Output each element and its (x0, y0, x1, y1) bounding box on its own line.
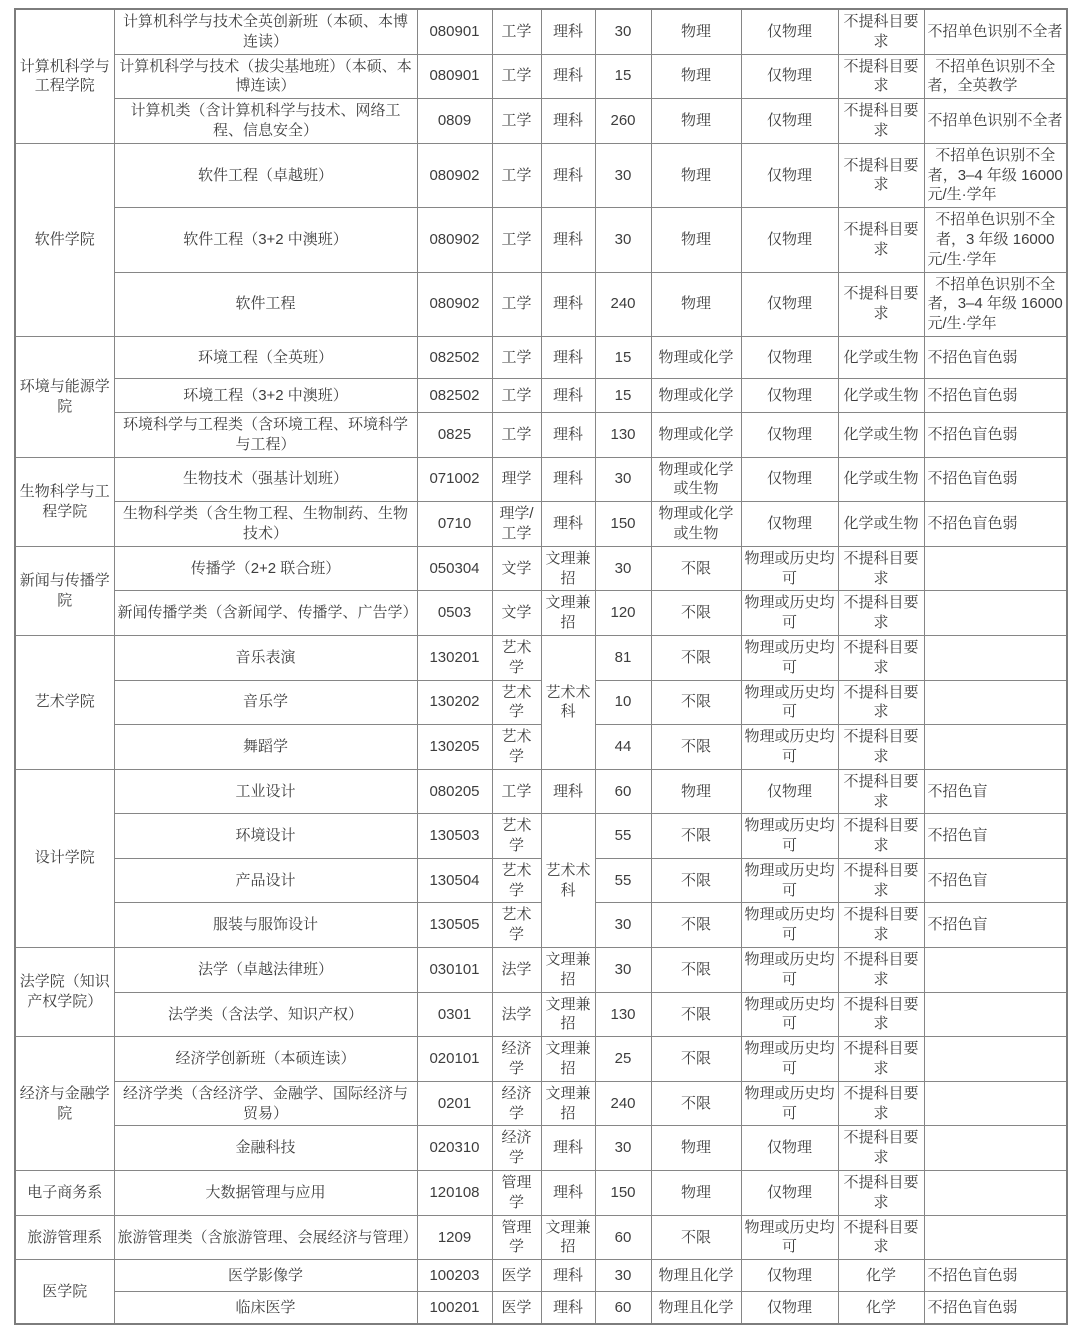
remark-cell (924, 635, 1067, 680)
degree-discipline-cell: 管理学 (492, 1215, 541, 1260)
exam-category-cell: 理科 (541, 378, 595, 412)
major-cell: 计算机类（含计算机科学与技术、网络工程、信息安全） (114, 99, 417, 144)
physics-or-history-cell: 物理或历史均可 (741, 546, 838, 591)
table-row (15, 591, 1067, 636)
major-cell: 音乐表演 (114, 635, 417, 680)
physics-or-history-cell: 物理或历史均可 (741, 948, 838, 993)
major-cell: 经济学类（含经济学、金融学、国际经济与贸易） (114, 1081, 417, 1126)
physics-or-history-cell: 物理或历史均可 (741, 814, 838, 859)
reselect-subject-cell: 不提科目要求 (838, 272, 924, 336)
subject-requirement-cell: 不限 (651, 1037, 741, 1082)
enrollment-count-cell: 240 (595, 1081, 651, 1126)
degree-discipline-cell: 艺术学 (492, 858, 541, 903)
major-cell: 旅游管理类（含旅游管理、会展经济与管理） (114, 1215, 417, 1260)
exam-category-cell: 艺术术科 (541, 814, 595, 948)
subject-requirement-cell: 物理 (651, 99, 741, 144)
degree-discipline-cell: 艺术学 (492, 680, 541, 725)
subject-requirement-cell: 物理 (651, 9, 741, 54)
major-cell: 舞蹈学 (114, 725, 417, 770)
enrollment-count-cell: 30 (595, 903, 651, 948)
physics-or-history-cell: 仅物理 (741, 502, 838, 547)
major-code-cell: 0825 (417, 412, 492, 457)
remark-cell (924, 1171, 1067, 1216)
college-cell: 生物科学与工程学院 (15, 457, 114, 546)
exam-category-cell: 理科 (541, 769, 595, 814)
exam-category-cell: 文理兼招 (541, 992, 595, 1037)
major-cell: 金融科技 (114, 1126, 417, 1171)
college-cell: 法学院（知识产权学院） (15, 948, 114, 1037)
table-row (15, 412, 1067, 457)
enrollment-count-cell: 30 (595, 948, 651, 993)
exam-category-cell: 理科 (541, 1292, 595, 1324)
major-cell: 临床医学 (114, 1292, 417, 1324)
major-code-cell: 080901 (417, 9, 492, 54)
degree-discipline-cell: 工学 (492, 412, 541, 457)
physics-or-history-cell: 仅物理 (741, 208, 838, 272)
college-cell: 医学院 (15, 1260, 114, 1324)
degree-discipline-cell: 法学 (492, 992, 541, 1037)
major-cell: 传播学（2+2 联合班） (114, 546, 417, 591)
enrollment-count-cell: 30 (595, 1260, 651, 1292)
major-code-cell: 0503 (417, 591, 492, 636)
reselect-subject-cell: 不提科目要求 (838, 1081, 924, 1126)
enrollment-count-cell: 30 (595, 9, 651, 54)
college-cell: 软件学院 (15, 143, 114, 336)
subject-requirement-cell: 不限 (651, 992, 741, 1037)
physics-or-history-cell: 物理或历史均可 (741, 725, 838, 770)
exam-category-cell: 理科 (541, 457, 595, 502)
major-cell: 大数据管理与应用 (114, 1171, 417, 1216)
major-cell: 生物技术（强基计划班） (114, 457, 417, 502)
major-code-cell: 130505 (417, 903, 492, 948)
subject-requirement-cell: 物理 (651, 1126, 741, 1171)
subject-requirement-cell: 物理或化学或生物 (651, 457, 741, 502)
table-row (15, 1215, 1067, 1260)
degree-discipline-cell: 医学 (492, 1292, 541, 1324)
exam-category-cell: 理科 (541, 1126, 595, 1171)
enrollment-count-cell: 15 (595, 378, 651, 412)
subject-requirement-cell: 物理 (651, 769, 741, 814)
degree-discipline-cell: 管理学 (492, 1171, 541, 1216)
physics-or-history-cell: 仅物理 (741, 769, 838, 814)
subject-requirement-cell: 不限 (651, 591, 741, 636)
major-cell: 软件工程（卓越班） (114, 143, 417, 207)
remark-cell (924, 992, 1067, 1037)
enrollment-count-cell: 30 (595, 546, 651, 591)
degree-discipline-cell: 工学 (492, 378, 541, 412)
exam-category-cell: 理科 (541, 1260, 595, 1292)
physics-or-history-cell: 仅物理 (741, 336, 838, 378)
subject-requirement-cell: 物理或化学 (651, 336, 741, 378)
exam-category-cell: 理科 (541, 208, 595, 272)
remark-cell: 不招色盲色弱 (924, 336, 1067, 378)
major-code-cell: 030101 (417, 948, 492, 993)
table-row (15, 9, 1067, 54)
exam-category-cell: 理科 (541, 99, 595, 144)
table-row (15, 457, 1067, 502)
reselect-subject-cell: 不提科目要求 (838, 1037, 924, 1082)
major-cell: 工业设计 (114, 769, 417, 814)
degree-discipline-cell: 工学 (492, 99, 541, 144)
enrollment-count-cell: 240 (595, 272, 651, 336)
major-code-cell: 020101 (417, 1037, 492, 1082)
major-cell: 软件工程 (114, 272, 417, 336)
physics-or-history-cell: 仅物理 (741, 412, 838, 457)
table-row (15, 1037, 1067, 1082)
exam-category-cell: 理科 (541, 502, 595, 547)
physics-or-history-cell: 仅物理 (741, 9, 838, 54)
enrollment-count-cell: 10 (595, 680, 651, 725)
college-cell: 旅游管理系 (15, 1215, 114, 1260)
reselect-subject-cell: 不提科目要求 (838, 1171, 924, 1216)
table-row (15, 336, 1067, 378)
remark-cell (924, 680, 1067, 725)
reselect-subject-cell: 不提科目要求 (838, 992, 924, 1037)
degree-discipline-cell: 经济学 (492, 1126, 541, 1171)
remark-cell: 不招色盲 (924, 903, 1067, 948)
reselect-subject-cell: 不提科目要求 (838, 1215, 924, 1260)
reselect-subject-cell: 不提科目要求 (838, 591, 924, 636)
remark-cell: 不招色盲色弱 (924, 457, 1067, 502)
major-code-cell: 130201 (417, 635, 492, 680)
enrollment-count-cell: 55 (595, 858, 651, 903)
remark-cell: 不招色盲色弱 (924, 1292, 1067, 1324)
exam-category-cell: 文理兼招 (541, 1037, 595, 1082)
exam-category-cell: 文理兼招 (541, 546, 595, 591)
enrollment-count-cell: 120 (595, 591, 651, 636)
enrollment-count-cell: 260 (595, 99, 651, 144)
major-code-cell: 100201 (417, 1292, 492, 1324)
college-cell: 环境与能源学院 (15, 336, 114, 457)
subject-requirement-cell: 物理或化学 (651, 412, 741, 457)
degree-discipline-cell: 艺术学 (492, 635, 541, 680)
major-code-cell: 0809 (417, 99, 492, 144)
major-code-cell: 1209 (417, 1215, 492, 1260)
enrollment-count-cell: 150 (595, 502, 651, 547)
table-row (15, 1126, 1067, 1171)
major-cell: 医学影像学 (114, 1260, 417, 1292)
reselect-subject-cell: 不提科目要求 (838, 99, 924, 144)
major-cell: 产品设计 (114, 858, 417, 903)
subject-requirement-cell: 物理且化学 (651, 1260, 741, 1292)
remark-cell: 不招单色识别不全者，3–4 年级 16000 元/生·学年 (924, 272, 1067, 336)
remark-cell: 不招色盲色弱 (924, 378, 1067, 412)
table-row (15, 814, 1067, 859)
admissions-table-body (15, 9, 1067, 1324)
major-cell: 环境科学与工程类（含环境工程、环境科学与工程） (114, 412, 417, 457)
subject-requirement-cell: 物理或化学或生物 (651, 502, 741, 547)
major-cell: 计算机科学与技术全英创新班（本硕、本博连读） (114, 9, 417, 54)
table-row (15, 546, 1067, 591)
major-code-cell: 100203 (417, 1260, 492, 1292)
enrollment-count-cell: 30 (595, 143, 651, 207)
degree-discipline-cell: 理学 (492, 457, 541, 502)
subject-requirement-cell: 物理且化学 (651, 1292, 741, 1324)
enrollment-count-cell: 30 (595, 457, 651, 502)
degree-discipline-cell: 工学 (492, 769, 541, 814)
physics-or-history-cell: 物理或历史均可 (741, 1215, 838, 1260)
remark-cell: 不招色盲 (924, 858, 1067, 903)
physics-or-history-cell: 仅物理 (741, 1126, 838, 1171)
exam-category-cell: 文理兼招 (541, 591, 595, 636)
subject-requirement-cell: 不限 (651, 680, 741, 725)
exam-category-cell: 理科 (541, 272, 595, 336)
exam-category-cell: 文理兼招 (541, 948, 595, 993)
major-cell: 音乐学 (114, 680, 417, 725)
physics-or-history-cell: 物理或历史均可 (741, 903, 838, 948)
major-cell: 新闻传播学类（含新闻学、传播学、广告学） (114, 591, 417, 636)
subject-requirement-cell: 物理 (651, 54, 741, 99)
table-row (15, 635, 1067, 680)
reselect-subject-cell: 不提科目要求 (838, 9, 924, 54)
subject-requirement-cell: 不限 (651, 546, 741, 591)
major-code-cell: 071002 (417, 457, 492, 502)
reselect-subject-cell: 不提科目要求 (838, 769, 924, 814)
exam-category-cell: 理科 (541, 143, 595, 207)
remark-cell (924, 546, 1067, 591)
remark-cell (924, 591, 1067, 636)
major-code-cell: 0710 (417, 502, 492, 547)
remark-cell: 不招色盲 (924, 814, 1067, 859)
table-row (15, 272, 1067, 336)
remark-cell (924, 725, 1067, 770)
major-cell: 环境工程（3+2 中澳班） (114, 378, 417, 412)
major-code-cell: 0301 (417, 992, 492, 1037)
enrollment-count-cell: 130 (595, 412, 651, 457)
remark-cell: 不招单色识别不全者 (924, 99, 1067, 144)
degree-discipline-cell: 艺术学 (492, 814, 541, 859)
major-cell: 环境设计 (114, 814, 417, 859)
college-cell: 新闻与传播学院 (15, 546, 114, 635)
table-row (15, 502, 1067, 547)
degree-discipline-cell: 法学 (492, 948, 541, 993)
major-code-cell: 080902 (417, 208, 492, 272)
major-code-cell: 080902 (417, 272, 492, 336)
major-code-cell: 050304 (417, 546, 492, 591)
table-row (15, 1171, 1067, 1216)
remark-cell: 不招色盲色弱 (924, 412, 1067, 457)
reselect-subject-cell: 不提科目要求 (838, 814, 924, 859)
enrollment-count-cell: 60 (595, 1215, 651, 1260)
reselect-subject-cell: 化学或生物 (838, 336, 924, 378)
exam-category-cell: 文理兼招 (541, 1081, 595, 1126)
major-code-cell: 120108 (417, 1171, 492, 1216)
degree-discipline-cell: 经济学 (492, 1081, 541, 1126)
subject-requirement-cell: 不限 (651, 948, 741, 993)
reselect-subject-cell: 化学或生物 (838, 457, 924, 502)
table-row (15, 992, 1067, 1037)
remark-cell (924, 948, 1067, 993)
physics-or-history-cell: 仅物理 (741, 457, 838, 502)
enrollment-count-cell: 30 (595, 208, 651, 272)
physics-or-history-cell: 仅物理 (741, 378, 838, 412)
subject-requirement-cell: 物理 (651, 272, 741, 336)
physics-or-history-cell: 物理或历史均可 (741, 591, 838, 636)
reselect-subject-cell: 化学 (838, 1260, 924, 1292)
physics-or-history-cell: 仅物理 (741, 99, 838, 144)
physics-or-history-cell: 仅物理 (741, 1292, 838, 1324)
college-cell: 设计学院 (15, 769, 114, 947)
major-cell: 法学类（含法学、知识产权） (114, 992, 417, 1037)
enrollment-count-cell: 44 (595, 725, 651, 770)
remark-cell: 不招单色识别不全者，3 年级 16000 元/生·学年 (924, 208, 1067, 272)
physics-or-history-cell: 物理或历史均可 (741, 1037, 838, 1082)
degree-discipline-cell: 工学 (492, 272, 541, 336)
exam-category-cell: 理科 (541, 9, 595, 54)
exam-category-cell: 理科 (541, 336, 595, 378)
exam-category-cell: 理科 (541, 54, 595, 99)
reselect-subject-cell: 不提科目要求 (838, 208, 924, 272)
reselect-subject-cell: 不提科目要求 (838, 680, 924, 725)
physics-or-history-cell: 仅物理 (741, 54, 838, 99)
major-code-cell: 0201 (417, 1081, 492, 1126)
degree-discipline-cell: 文学 (492, 546, 541, 591)
degree-discipline-cell: 工学 (492, 208, 541, 272)
remark-cell: 不招色盲色弱 (924, 502, 1067, 547)
remark-cell: 不招色盲 (924, 769, 1067, 814)
college-cell: 经济与金融学院 (15, 1037, 114, 1171)
major-cell: 法学（卓越法律班） (114, 948, 417, 993)
remark-cell (924, 1037, 1067, 1082)
table-row (15, 769, 1067, 814)
subject-requirement-cell: 不限 (651, 635, 741, 680)
major-code-cell: 080205 (417, 769, 492, 814)
reselect-subject-cell: 不提科目要求 (838, 635, 924, 680)
reselect-subject-cell: 不提科目要求 (838, 1126, 924, 1171)
reselect-subject-cell: 化学 (838, 1292, 924, 1324)
table-row (15, 143, 1067, 207)
physics-or-history-cell: 仅物理 (741, 143, 838, 207)
degree-discipline-cell: 工学 (492, 143, 541, 207)
reselect-subject-cell: 不提科目要求 (838, 725, 924, 770)
physics-or-history-cell: 物理或历史均可 (741, 1081, 838, 1126)
major-code-cell: 080902 (417, 143, 492, 207)
major-cell: 环境工程（全英班） (114, 336, 417, 378)
subject-requirement-cell: 不限 (651, 725, 741, 770)
exam-category-cell: 文理兼招 (541, 1215, 595, 1260)
table-row (15, 99, 1067, 144)
physics-or-history-cell: 物理或历史均可 (741, 680, 838, 725)
degree-discipline-cell: 艺术学 (492, 903, 541, 948)
degree-discipline-cell: 经济学 (492, 1037, 541, 1082)
enrollment-count-cell: 60 (595, 769, 651, 814)
degree-discipline-cell: 理学/工学 (492, 502, 541, 547)
major-cell: 生物科学类（含生物工程、生物制药、生物技术） (114, 502, 417, 547)
reselect-subject-cell: 化学或生物 (838, 378, 924, 412)
college-cell: 计算机科学与工程学院 (15, 9, 114, 143)
exam-category-cell: 艺术术科 (541, 635, 595, 769)
major-cell: 服装与服饰设计 (114, 903, 417, 948)
enrollment-count-cell: 30 (595, 1126, 651, 1171)
college-cell: 电子商务系 (15, 1171, 114, 1216)
admissions-table (14, 8, 1068, 1325)
major-code-cell: 130504 (417, 858, 492, 903)
reselect-subject-cell: 不提科目要求 (838, 858, 924, 903)
remark-cell: 不招色盲色弱 (924, 1260, 1067, 1292)
table-row (15, 378, 1067, 412)
remark-cell (924, 1081, 1067, 1126)
reselect-subject-cell: 不提科目要求 (838, 903, 924, 948)
remark-cell: 不招单色识别不全者，3–4 年级 16000 元/生·学年 (924, 143, 1067, 207)
major-cell: 软件工程（3+2 中澳班） (114, 208, 417, 272)
physics-or-history-cell: 物理或历史均可 (741, 635, 838, 680)
exam-category-cell: 理科 (541, 1171, 595, 1216)
table-row (15, 948, 1067, 993)
reselect-subject-cell: 不提科目要求 (838, 948, 924, 993)
reselect-subject-cell: 化学或生物 (838, 412, 924, 457)
major-code-cell: 020310 (417, 1126, 492, 1171)
table-row (15, 1081, 1067, 1126)
physics-or-history-cell: 仅物理 (741, 272, 838, 336)
table-row (15, 1292, 1067, 1324)
enrollment-count-cell: 25 (595, 1037, 651, 1082)
enrollment-count-cell: 15 (595, 336, 651, 378)
subject-requirement-cell: 不限 (651, 858, 741, 903)
remark-cell: 不招单色识别不全者 (924, 9, 1067, 54)
degree-discipline-cell: 文学 (492, 591, 541, 636)
enrollment-count-cell: 81 (595, 635, 651, 680)
table-row (15, 1260, 1067, 1292)
subject-requirement-cell: 不限 (651, 1081, 741, 1126)
reselect-subject-cell: 不提科目要求 (838, 143, 924, 207)
remark-cell (924, 1126, 1067, 1171)
major-code-cell: 082502 (417, 378, 492, 412)
table-row (15, 54, 1067, 99)
reselect-subject-cell: 不提科目要求 (838, 54, 924, 99)
subject-requirement-cell: 物理 (651, 1171, 741, 1216)
subject-requirement-cell: 物理 (651, 143, 741, 207)
reselect-subject-cell: 化学或生物 (838, 502, 924, 547)
major-code-cell: 130503 (417, 814, 492, 859)
major-code-cell: 130202 (417, 680, 492, 725)
physics-or-history-cell: 仅物理 (741, 1171, 838, 1216)
enrollment-count-cell: 130 (595, 992, 651, 1037)
remark-cell (924, 1215, 1067, 1260)
physics-or-history-cell: 物理或历史均可 (741, 992, 838, 1037)
enrollment-count-cell: 60 (595, 1292, 651, 1324)
subject-requirement-cell: 物理或化学 (651, 378, 741, 412)
admissions-table-container (14, 8, 1068, 1325)
enrollment-count-cell: 150 (595, 1171, 651, 1216)
college-cell: 艺术学院 (15, 635, 114, 769)
major-cell: 计算机科学与技术（拔尖基地班）（本硕、本博连读） (114, 54, 417, 99)
degree-discipline-cell: 医学 (492, 1260, 541, 1292)
reselect-subject-cell: 不提科目要求 (838, 546, 924, 591)
enrollment-count-cell: 15 (595, 54, 651, 99)
subject-requirement-cell: 不限 (651, 1215, 741, 1260)
degree-discipline-cell: 艺术学 (492, 725, 541, 770)
major-code-cell: 130205 (417, 725, 492, 770)
physics-or-history-cell: 物理或历史均可 (741, 858, 838, 903)
major-code-cell: 080901 (417, 54, 492, 99)
subject-requirement-cell: 不限 (651, 814, 741, 859)
physics-or-history-cell: 仅物理 (741, 1260, 838, 1292)
subject-requirement-cell: 物理 (651, 208, 741, 272)
table-row (15, 208, 1067, 272)
degree-discipline-cell: 工学 (492, 9, 541, 54)
degree-discipline-cell: 工学 (492, 336, 541, 378)
major-cell: 经济学创新班（本硕连读） (114, 1037, 417, 1082)
enrollment-count-cell: 55 (595, 814, 651, 859)
major-code-cell: 082502 (417, 336, 492, 378)
remark-cell: 不招单色识别不全者，全英教学 (924, 54, 1067, 99)
subject-requirement-cell: 不限 (651, 903, 741, 948)
exam-category-cell: 理科 (541, 412, 595, 457)
degree-discipline-cell: 工学 (492, 54, 541, 99)
